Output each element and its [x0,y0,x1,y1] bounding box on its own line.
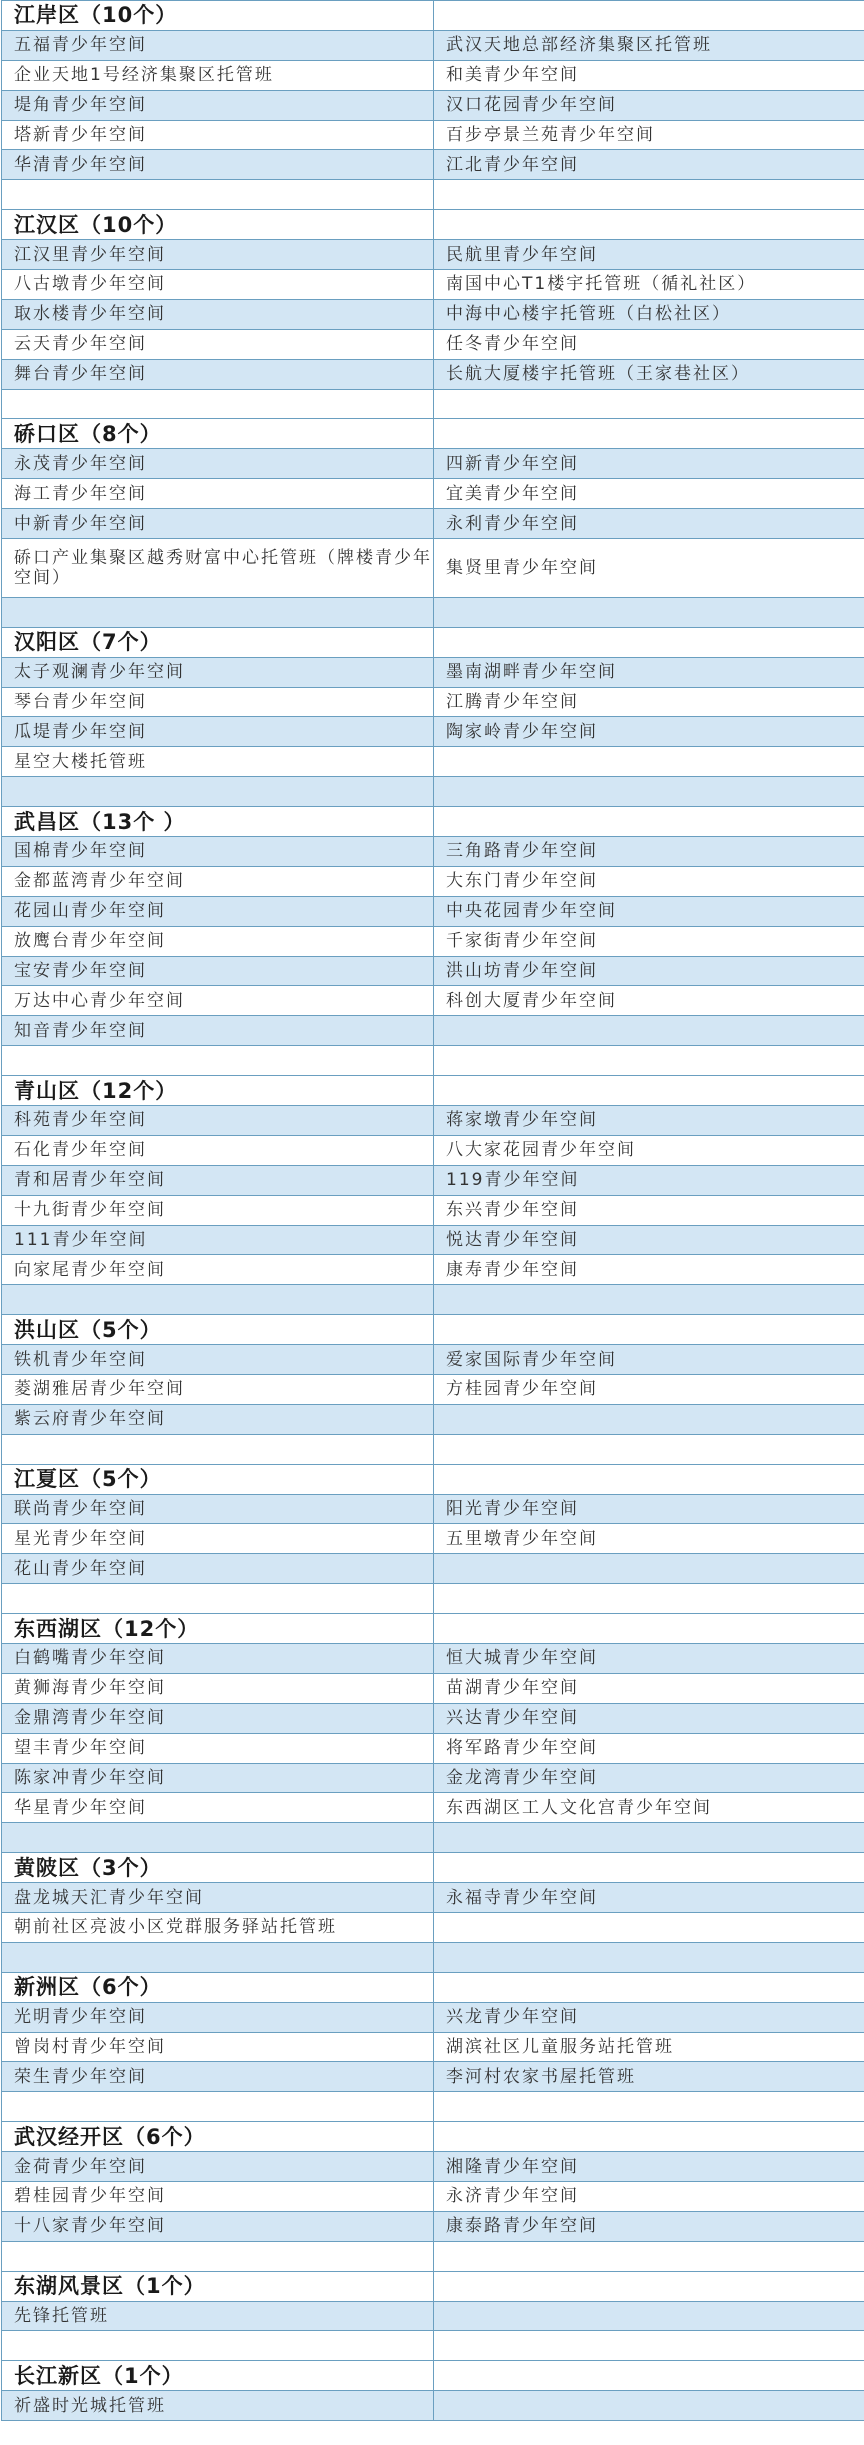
header-blank-cell [434,210,864,240]
space-name-right: 康泰路青少年空间 [434,2211,864,2241]
district-title: 武昌区（13个 ） [2,807,434,837]
space-name-left: 祈盛时光城托管班 [2,2391,434,2421]
table-row [2,2391,864,2421]
space-name-right: 民航里青少年空间 [434,240,864,270]
space-name-right [434,777,864,807]
table-row [2,1135,864,1165]
space-name-left: 科苑青少年空间 [2,1105,434,1135]
space-name-left: 盘龙城天汇青少年空间 [2,1883,434,1913]
table-row [2,1913,864,1943]
district-header-row [2,1972,864,2002]
space-name-right: 方桂园青少年空间 [434,1374,864,1404]
district-title: 江汉区（10个） [2,210,434,240]
table-row [2,1374,864,1404]
table-row [2,1434,864,1464]
space-name-left: 朝前社区亮波小区党群服务驿站托管班 [2,1913,434,1943]
table-row [2,1345,864,1375]
table-row [2,270,864,300]
table-row [2,479,864,509]
table-row [2,359,864,389]
space-name-right: 苗湖青少年空间 [434,1673,864,1703]
table-row [2,747,864,777]
space-name-left: 曾岗村青少年空间 [2,2032,434,2062]
table-body [2,1,864,2421]
space-name-right: 宜美青少年空间 [434,479,864,509]
space-name-left: 光明青少年空间 [2,2002,434,2032]
district-title: 青山区（12个） [2,1076,434,1106]
space-name-right: 江腾青少年空间 [434,687,864,717]
table-row [2,299,864,329]
space-name-right: 武汉天地总部经济集聚区托管班 [434,30,864,60]
district-title: 江岸区（10个） [2,1,434,31]
table-row [2,2301,864,2331]
district-title: 东西湖区（12个） [2,1614,434,1644]
district-header-row [2,2271,864,2301]
district-title: 黄陂区（3个） [2,1853,434,1883]
space-name-left: 花园山青少年空间 [2,896,434,926]
table-row [2,2152,864,2182]
space-name-right: 爱家国际青少年空间 [434,1345,864,1375]
space-name-right: 兴龙青少年空间 [434,2002,864,2032]
table-row [2,1763,864,1793]
table-row [2,777,864,807]
district-title: 东湖风景区（1个） [2,2271,434,2301]
space-name-left: 陈家冲青少年空间 [2,1763,434,1793]
table-row [2,717,864,747]
table-row [2,926,864,956]
table-row [2,1644,864,1674]
space-name-right: 永济青少年空间 [434,2182,864,2212]
district-header-row [2,2122,864,2152]
space-name-left: 望丰青少年空间 [2,1733,434,1763]
space-name-right [434,1942,864,1972]
space-name-right: 东兴青少年空间 [434,1195,864,1225]
header-blank-cell [434,1076,864,1106]
space-name-left: 十九街青少年空间 [2,1195,434,1225]
space-name-right [434,597,864,627]
space-name-left [2,597,434,627]
space-name-right [434,180,864,210]
space-name-left [2,389,434,419]
space-name-left: 放鹰台青少年空间 [2,926,434,956]
space-name-right [434,1285,864,1315]
header-blank-cell [434,2271,864,2301]
table-row [2,896,864,926]
space-name-left: 紫云府青少年空间 [2,1404,434,1434]
space-name-right [434,1434,864,1464]
district-header-row [2,1853,864,1883]
table-row [2,329,864,359]
space-name-left [2,2331,434,2361]
table-row [2,657,864,687]
space-name-left: 菱湖雅居青少年空间 [2,1374,434,1404]
district-title: 江夏区（5个） [2,1464,434,1494]
space-name-left: 万达中心青少年空间 [2,986,434,1016]
table-row [2,2032,864,2062]
table-row [2,1883,864,1913]
space-name-right: 康寿青少年空间 [434,1255,864,1285]
space-name-right [434,2092,864,2122]
table-row [2,836,864,866]
space-name-left: 金都蓝湾青少年空间 [2,866,434,896]
table-row [2,539,864,598]
space-name-left: 取水楼青少年空间 [2,299,434,329]
space-name-right: 四新青少年空间 [434,449,864,479]
space-name-right: 南国中心T1楼宇托管班（循礼社区） [434,270,864,300]
table-row [2,1942,864,1972]
header-blank-cell [434,627,864,657]
space-name-left: 舞台青少年空间 [2,359,434,389]
table-row [2,2092,864,2122]
space-name-right: 永福寺青少年空间 [434,1883,864,1913]
space-name-left [2,2241,434,2271]
district-title: 硚口区（8个） [2,419,434,449]
space-name-left: 堤角青少年空间 [2,90,434,120]
space-name-right: 三角路青少年空间 [434,836,864,866]
space-name-left: 海工青少年空间 [2,479,434,509]
space-name-left: 中新青少年空间 [2,509,434,539]
space-name-right: 江北青少年空间 [434,150,864,180]
space-name-left: 碧桂园青少年空间 [2,2182,434,2212]
table-row [2,2062,864,2092]
space-name-left: 华星青少年空间 [2,1793,434,1823]
table-row [2,866,864,896]
space-name-left: 石化青少年空间 [2,1135,434,1165]
header-blank-cell [434,1614,864,1644]
space-name-left: 八古墩青少年空间 [2,270,434,300]
table-row [2,1165,864,1195]
space-name-left: 星空大楼托管班 [2,747,434,777]
space-name-left [2,1434,434,1464]
header-blank-cell [434,1972,864,2002]
header-blank-cell [434,1464,864,1494]
table-row [2,240,864,270]
space-name-right: 将军路青少年空间 [434,1733,864,1763]
space-name-right [434,2331,864,2361]
space-name-right [434,1554,864,1584]
space-name-right: 集贤里青少年空间 [434,539,864,598]
header-blank-cell [434,2122,864,2152]
header-blank-cell [434,807,864,837]
table-row [2,1404,864,1434]
space-name-right: 中海中心楼宇托管班（白松社区） [434,299,864,329]
space-name-right [434,747,864,777]
district-title: 新洲区（6个） [2,1972,434,2002]
space-name-right: 兴达青少年空间 [434,1703,864,1733]
table-row [2,2182,864,2212]
district-header-row [2,1464,864,1494]
space-name-right: 和美青少年空间 [434,60,864,90]
space-name-left: 瓜堤青少年空间 [2,717,434,747]
table-row [2,150,864,180]
space-name-right: 陶家岭青少年空间 [434,717,864,747]
space-name-left: 向家尾青少年空间 [2,1255,434,1285]
district-header-row [2,1,864,31]
district-title: 武汉经开区（6个） [2,2122,434,2152]
space-name-left: 先锋托管班 [2,2301,434,2331]
space-name-left [2,1942,434,1972]
table-row [2,1105,864,1135]
space-name-left: 金荷青少年空间 [2,2152,434,2182]
space-name-right [434,1046,864,1076]
header-blank-cell [434,1315,864,1345]
space-name-left: 荣生青少年空间 [2,2062,434,2092]
space-name-left: 白鹤嘴青少年空间 [2,1644,434,1674]
space-name-right [434,1404,864,1434]
space-name-left: 星光青少年空间 [2,1524,434,1554]
header-blank-cell [434,1,864,31]
district-header-row [2,1614,864,1644]
space-name-left: 知音青少年空间 [2,1016,434,1046]
space-name-right [434,2301,864,2331]
district-header-row [2,1076,864,1106]
table-row [2,1703,864,1733]
space-name-right: 千家街青少年空间 [434,926,864,956]
table-row [2,1195,864,1225]
space-name-left: 国棉青少年空间 [2,836,434,866]
table-row [2,1225,864,1255]
space-name-right [434,1913,864,1943]
space-name-right [434,1016,864,1046]
table-row [2,180,864,210]
space-name-left: 青和居青少年空间 [2,1165,434,1195]
space-name-left: 十八家青少年空间 [2,2211,434,2241]
space-name-right [434,389,864,419]
table-row [2,687,864,717]
space-name-left: 宝安青少年空间 [2,956,434,986]
district-title: 长江新区（1个） [2,2361,434,2391]
space-name-left: 塔新青少年空间 [2,120,434,150]
space-name-right: 洪山坊青少年空间 [434,956,864,986]
space-name-right: 大东门青少年空间 [434,866,864,896]
space-name-right [434,1584,864,1614]
space-name-right: 119青少年空间 [434,1165,864,1195]
table-row [2,1494,864,1524]
district-header-row [2,210,864,240]
space-name-right: 墨南湖畔青少年空间 [434,657,864,687]
table-row [2,449,864,479]
district-title: 汉阳区（7个） [2,627,434,657]
space-name-right: 蒋家墩青少年空间 [434,1105,864,1135]
table-row [2,2331,864,2361]
district-header-row [2,1315,864,1345]
space-name-left: 五福青少年空间 [2,30,434,60]
space-name-left: 铁机青少年空间 [2,1345,434,1375]
space-name-right [434,1823,864,1853]
table-row [2,1046,864,1076]
space-name-right: 五里墩青少年空间 [434,1524,864,1554]
space-name-left [2,1584,434,1614]
space-name-right: 八大家花园青少年空间 [434,1135,864,1165]
space-name-left [2,1046,434,1076]
space-name-right: 金龙湾青少年空间 [434,1763,864,1793]
space-name-right: 百步亭景兰苑青少年空间 [434,120,864,150]
table-row [2,509,864,539]
space-name-right: 悦达青少年空间 [434,1225,864,1255]
space-name-left: 企业天地1号经济集聚区托管班 [2,60,434,90]
table-row [2,1823,864,1853]
space-name-right: 东西湖区工人文化宫青少年空间 [434,1793,864,1823]
space-name-right [434,2391,864,2421]
space-name-right: 阳光青少年空间 [434,1494,864,1524]
space-name-right: 恒大城青少年空间 [434,1644,864,1674]
space-name-left: 黄狮海青少年空间 [2,1673,434,1703]
space-name-left: 111青少年空间 [2,1225,434,1255]
table-row [2,1584,864,1614]
space-name-left [2,2092,434,2122]
table-row [2,956,864,986]
table-row [2,1285,864,1315]
space-name-right: 长航大厦楼宇托管班（王家巷社区） [434,359,864,389]
space-name-left: 硚口产业集聚区越秀财富中心托管班（牌楼青少年空间） [2,539,434,598]
space-name-right: 湘隆青少年空间 [434,2152,864,2182]
district-header-row [2,419,864,449]
table-row [2,389,864,419]
table-row [2,1793,864,1823]
space-name-right: 李河村农家书屋托管班 [434,2062,864,2092]
space-name-left: 太子观澜青少年空间 [2,657,434,687]
table-row [2,60,864,90]
table-row [2,1673,864,1703]
space-name-left [2,777,434,807]
space-name-right: 任冬青少年空间 [434,329,864,359]
table-row [2,1016,864,1046]
table-row [2,2002,864,2032]
space-name-right [434,2241,864,2271]
table-row [2,2241,864,2271]
space-name-left [2,1285,434,1315]
space-name-left: 永茂青少年空间 [2,449,434,479]
space-name-right: 汉口花园青少年空间 [434,90,864,120]
district-title: 洪山区（5个） [2,1315,434,1345]
table-row [2,1255,864,1285]
space-name-left: 琴台青少年空间 [2,687,434,717]
table-row [2,1733,864,1763]
space-name-left: 花山青少年空间 [2,1554,434,1584]
space-name-right: 湖滨社区儿童服务站托管班 [434,2032,864,2062]
table-row [2,90,864,120]
space-name-left: 金鼎湾青少年空间 [2,1703,434,1733]
space-name-left: 华清青少年空间 [2,150,434,180]
table-row [2,1554,864,1584]
table-row [2,30,864,60]
space-name-right: 中央花园青少年空间 [434,896,864,926]
table-row [2,2211,864,2241]
space-name-left [2,1823,434,1853]
district-listing-table [1,0,864,2421]
space-name-left: 江汉里青少年空间 [2,240,434,270]
header-blank-cell [434,2361,864,2391]
space-name-left: 云天青少年空间 [2,329,434,359]
district-header-row [2,2361,864,2391]
space-name-left [2,180,434,210]
table-row [2,120,864,150]
district-header-row [2,807,864,837]
table-row [2,1524,864,1554]
header-blank-cell [434,1853,864,1883]
district-header-row [2,627,864,657]
space-name-right: 永利青少年空间 [434,509,864,539]
table-row [2,597,864,627]
header-blank-cell [434,419,864,449]
space-name-left: 联尚青少年空间 [2,1494,434,1524]
table-row [2,986,864,1016]
space-name-right: 科创大厦青少年空间 [434,986,864,1016]
